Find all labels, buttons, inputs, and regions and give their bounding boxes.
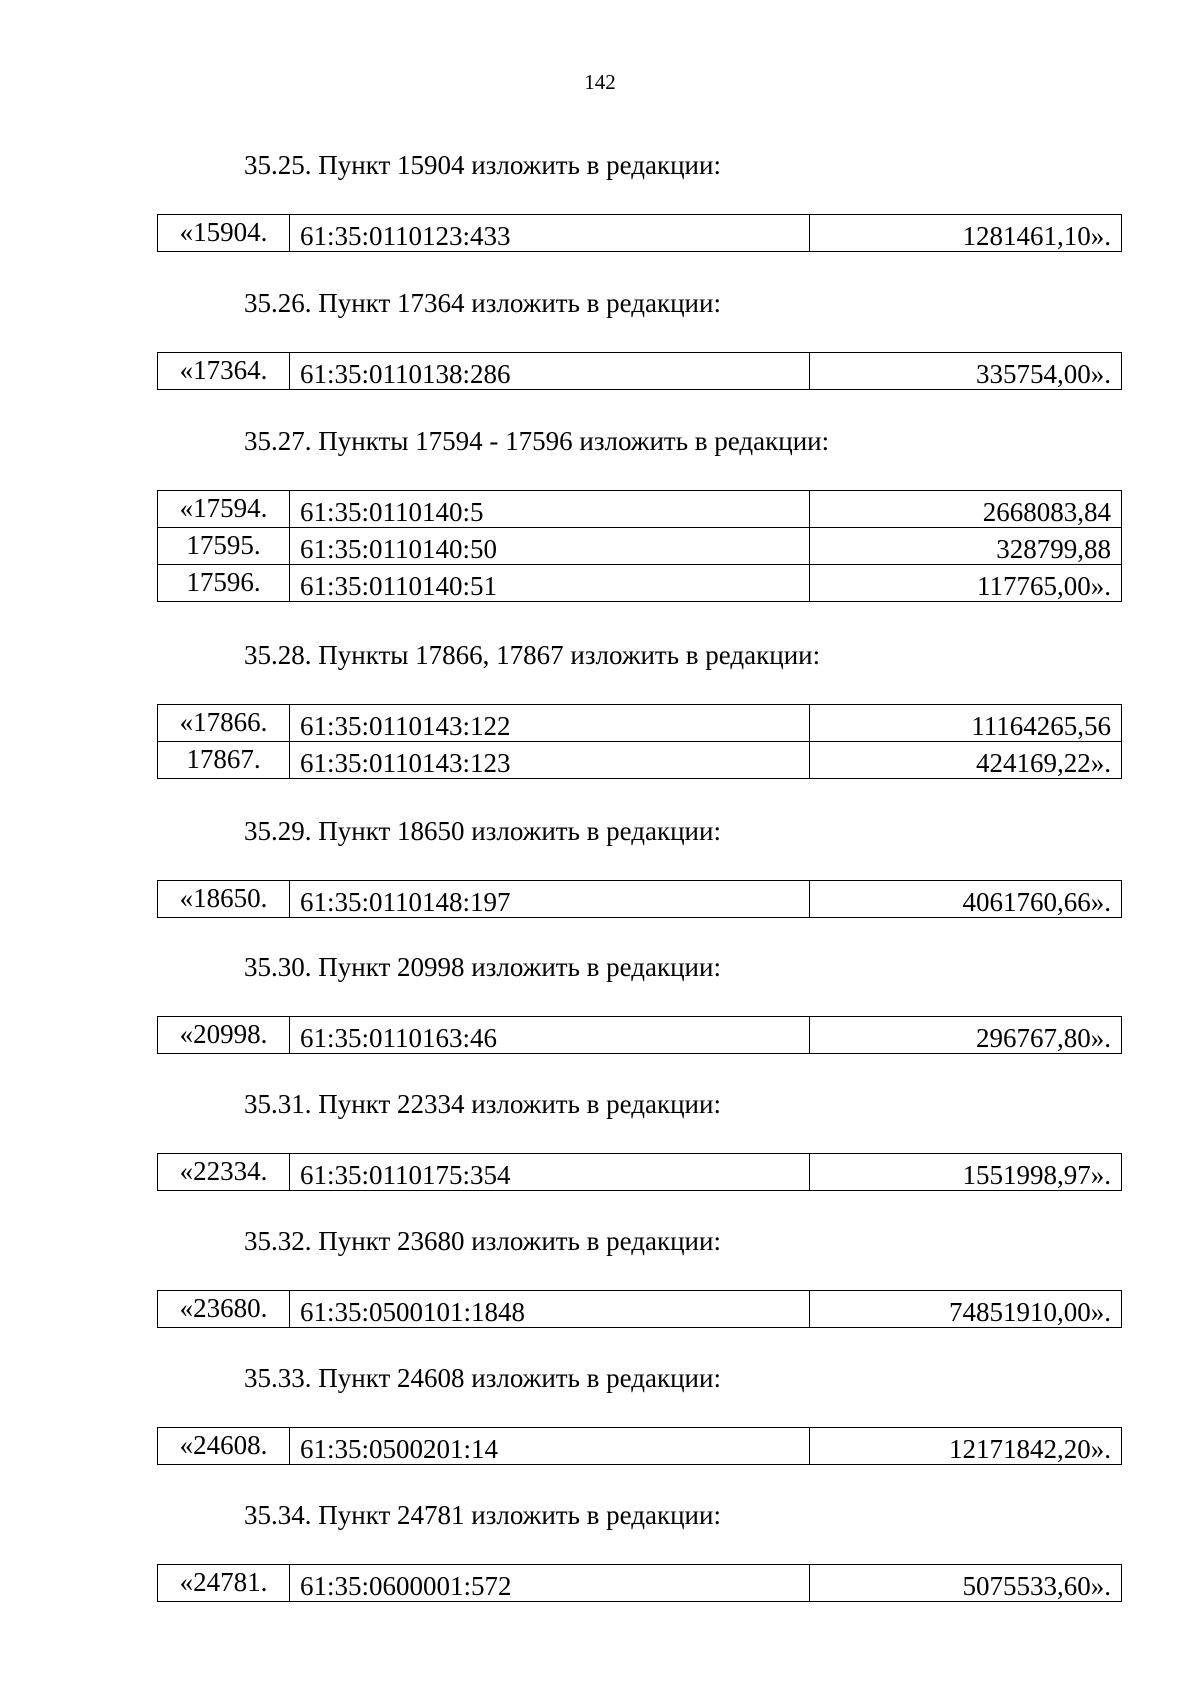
amendment-table xyxy=(157,1016,1122,1054)
cadastral-value-cell: 1281461,10». xyxy=(810,215,1122,252)
section-heading: 35.29. Пункт 18650 изложить в редакции: xyxy=(244,816,721,846)
item-number-cell: «20998. xyxy=(158,1017,290,1054)
section-heading: 35.27. Пункты 17594 - 17596 изложить в редакции: xyxy=(244,426,830,456)
item-number-cell: 17596. xyxy=(158,565,290,602)
amendment-table xyxy=(157,1427,1122,1465)
section-heading: 35.32. Пункт 23680 изложить в редакции: xyxy=(244,1226,721,1256)
cadastral-number-cell: 61:35:0500201:14 xyxy=(290,1428,810,1465)
section-heading: 35.26. Пункт 17364 изложить в редакции: xyxy=(244,288,721,318)
item-number-cell: «22334. xyxy=(158,1154,290,1191)
item-number-cell: 17867. xyxy=(158,742,290,779)
cadastral-value-cell: 1551998,97». xyxy=(810,1154,1122,1191)
table-row xyxy=(158,881,1122,918)
section-heading: 35.31. Пункт 22334 изложить в редакции: xyxy=(244,1089,721,1119)
cadastral-value-cell: 11164265,56 xyxy=(810,705,1122,742)
item-number-cell: «18650. xyxy=(158,881,290,918)
cadastral-value-cell: 12171842,20». xyxy=(810,1428,1122,1465)
table-row xyxy=(158,1291,1122,1328)
item-number-cell: «24608. xyxy=(158,1428,290,1465)
cadastral-number-cell: 61:35:0500101:1848 xyxy=(290,1291,810,1328)
amendment-table xyxy=(157,704,1122,779)
amendment-table xyxy=(157,352,1122,390)
table-row xyxy=(158,528,1122,565)
section-heading: 35.28. Пункты 17866, 17867 изложить в редакции: xyxy=(244,640,821,670)
item-number-cell: «24781. xyxy=(158,1565,290,1602)
table-row xyxy=(158,1428,1122,1465)
item-number-cell: «17594. xyxy=(158,491,290,528)
section-heading: 35.30. Пункт 20998 изложить в редакции: xyxy=(244,952,721,982)
cadastral-number-cell: 61:35:0110175:354 xyxy=(290,1154,810,1191)
cadastral-number-cell: 61:35:0110140:51 xyxy=(290,565,810,602)
cadastral-value-cell: 74851910,00». xyxy=(810,1291,1122,1328)
cadastral-number-cell: 61:35:0110140:50 xyxy=(290,528,810,565)
item-number-cell: «15904. xyxy=(158,215,290,252)
amendment-table xyxy=(157,1153,1122,1191)
item-number-cell: «23680. xyxy=(158,1291,290,1328)
cadastral-value-cell: 335754,00». xyxy=(810,353,1122,390)
item-number-cell: 17595. xyxy=(158,528,290,565)
cadastral-value-cell: 5075533,60». xyxy=(810,1565,1122,1602)
cadastral-number-cell: 61:35:0110148:197 xyxy=(290,881,810,918)
table-row xyxy=(158,1565,1122,1602)
cadastral-number-cell: 61:35:0600001:572 xyxy=(290,1565,810,1602)
cadastral-value-cell: 424169,22». xyxy=(810,742,1122,779)
table-row xyxy=(158,1017,1122,1054)
amendment-table xyxy=(157,1290,1122,1328)
cadastral-number-cell: 61:35:0110123:433 xyxy=(290,215,810,252)
section-heading: 35.33. Пункт 24608 изложить в редакции: xyxy=(244,1363,721,1393)
cadastral-number-cell: 61:35:0110143:122 xyxy=(290,705,810,742)
cadastral-number-cell: 61:35:0110143:123 xyxy=(290,742,810,779)
amendment-table xyxy=(157,214,1122,252)
cadastral-value-cell: 328799,88 xyxy=(810,528,1122,565)
section-heading: 35.25. Пункт 15904 изложить в редакции: xyxy=(244,150,721,180)
cadastral-number-cell: 61:35:0110163:46 xyxy=(290,1017,810,1054)
cadastral-number-cell: 61:35:0110138:286 xyxy=(290,353,810,390)
section-heading: 35.34. Пункт 24781 изложить в редакции: xyxy=(244,1500,721,1530)
amendment-table xyxy=(157,490,1122,602)
item-number-cell: «17364. xyxy=(158,353,290,390)
table-row xyxy=(158,742,1122,779)
cadastral-number-cell: 61:35:0110140:5 xyxy=(290,491,810,528)
table-row xyxy=(158,491,1122,528)
amendment-table xyxy=(157,1564,1122,1602)
table-row xyxy=(158,565,1122,602)
table-row xyxy=(158,1154,1122,1191)
cadastral-value-cell: 117765,00». xyxy=(810,565,1122,602)
table-row xyxy=(158,215,1122,252)
cadastral-value-cell: 4061760,66». xyxy=(810,881,1122,918)
amendment-table xyxy=(157,880,1122,918)
table-row xyxy=(158,353,1122,390)
cadastral-value-cell: 296767,80». xyxy=(810,1017,1122,1054)
page-number: 142 xyxy=(584,70,616,94)
table-row xyxy=(158,705,1122,742)
cadastral-value-cell: 2668083,84 xyxy=(810,491,1122,528)
item-number-cell: «17866. xyxy=(158,705,290,742)
